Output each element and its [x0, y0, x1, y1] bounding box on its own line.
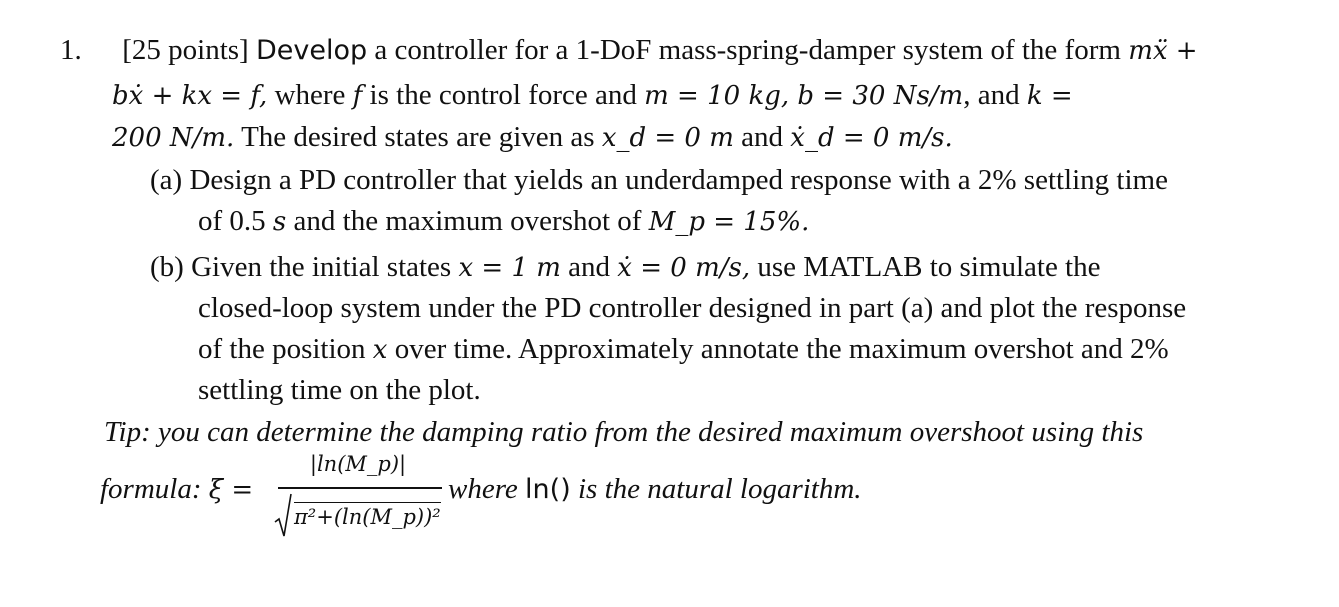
part-a-text-2a: of 0.5	[198, 205, 266, 237]
equation-part-2: bẋ + kx = f,	[112, 81, 268, 111]
problem-line-3	[112, 119, 953, 156]
problem-line-2	[112, 77, 1073, 114]
part-b-line-2	[198, 290, 1186, 326]
part-b-text-1b: and	[568, 251, 611, 283]
problem-text-3a: The desired states are given as	[241, 121, 595, 153]
square-root-icon	[274, 492, 292, 538]
parameter-k-value: 200 N/m.	[112, 123, 235, 153]
problem-text-2c: , and	[963, 79, 1020, 111]
part-b-text-4: settling time on the plot.	[198, 374, 481, 406]
part-a-line-1	[150, 162, 1168, 198]
xi-equals: ξ =	[208, 475, 254, 505]
tip-formula-label	[100, 471, 253, 508]
desired-position: x_d = 0 m	[601, 123, 734, 153]
parameter-k: k =	[1026, 81, 1073, 111]
initial-velocity: ẋ = 0 m/s,	[617, 253, 751, 283]
damping-ratio-formula	[274, 452, 442, 548]
part-b-text-1c: use MATLAB to simulate the	[757, 251, 1101, 283]
force-symbol: f	[352, 81, 363, 111]
part-a-line-2	[198, 203, 809, 240]
ln-function: ln()	[525, 474, 571, 505]
part-b-text-1a: Given the initial states	[191, 251, 452, 283]
part-a-label: (a)	[150, 164, 183, 196]
desired-velocity: ẋ_d = 0 m/s.	[790, 123, 953, 153]
part-b-text-2: closed-loop system under the PD controller designed in part (a) and plot the response	[198, 292, 1187, 324]
fraction-bar	[278, 487, 442, 489]
part-b-line-3	[198, 331, 1169, 368]
problem-lead-word: Develop	[255, 35, 368, 66]
tip-after-text: where	[448, 473, 518, 505]
formula-label: formula:	[100, 473, 202, 505]
part-b-text-3a: of the position	[198, 333, 366, 365]
seconds-unit: s	[272, 207, 287, 237]
overshoot-spec: M_p = 15%.	[648, 207, 810, 237]
tip-formula-tail	[448, 471, 862, 508]
part-b-line-4	[198, 372, 481, 408]
part-b-label: (b)	[150, 251, 184, 283]
formula-numerator: |ln(M_p)|	[309, 452, 407, 476]
problem-text-3b: and	[741, 121, 784, 153]
parameters-m-b: m = 10 kg, b = 30 Ns/m	[644, 81, 964, 111]
tip-text-1: Tip: you can determine the damping ratio from the desired maximum overshoot using this	[104, 416, 1144, 448]
part-a-text-1: Design a PD controller that yields an underdamped response with a 2% settling time	[189, 164, 1168, 196]
position-symbol: x	[372, 335, 388, 365]
part-b-text-3b: over time. Approximately annotate the maximum overshot and 2%	[394, 333, 1169, 365]
tip-line-1	[104, 414, 1143, 450]
problem-line-1	[60, 32, 1198, 69]
radicand: π²+(ln(M_p))²	[294, 502, 441, 529]
problem-text-2a: where	[274, 79, 346, 111]
problem-number: 1.	[60, 34, 82, 66]
tip-after-text-2: is the natural logarithm.	[577, 473, 862, 505]
problem-text-1: a controller for a 1-DoF mass-spring-damper system of the form	[374, 34, 1121, 66]
problem-points: [25 points]	[122, 34, 249, 66]
part-a-text-2b: and the maximum overshot of	[293, 205, 642, 237]
part-b-line-1	[150, 249, 1101, 286]
equation-part-1: mẍ +	[1128, 36, 1198, 66]
problem-text-2b: is the control force and	[369, 79, 637, 111]
initial-position: x = 1 m	[458, 253, 561, 283]
